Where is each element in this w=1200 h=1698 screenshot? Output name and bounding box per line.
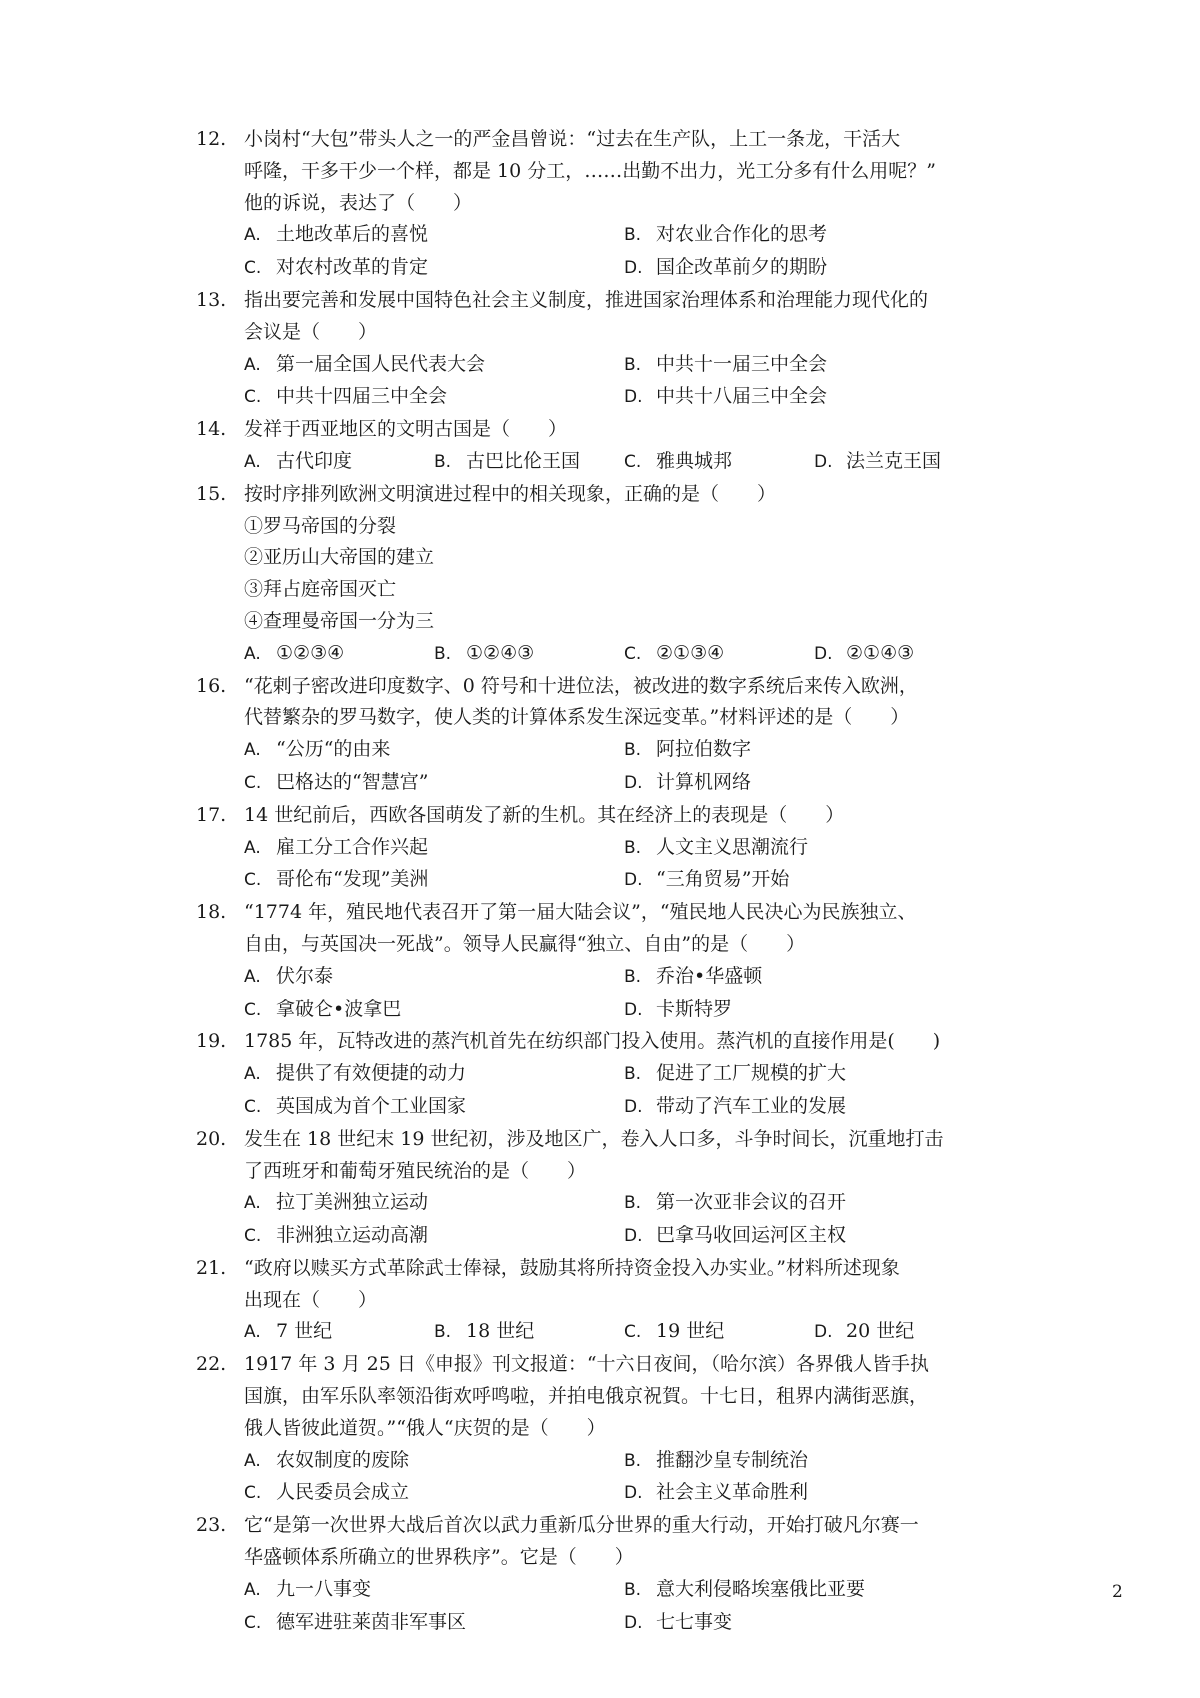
option-a xyxy=(244,1058,624,1091)
question-stem xyxy=(196,897,1016,961)
option-text: 国企改革前夕的期盼 xyxy=(656,256,828,279)
option-c xyxy=(244,381,624,414)
answer-options xyxy=(196,1574,1016,1640)
option-c xyxy=(244,864,624,897)
option-a xyxy=(244,1574,624,1607)
option-row xyxy=(244,446,1016,479)
question-text xyxy=(244,1510,1016,1574)
question-15 xyxy=(196,479,1016,671)
option-letter: B. xyxy=(434,451,452,472)
option-letter: D. xyxy=(624,870,643,891)
option-letter: A. xyxy=(244,1193,261,1214)
question-stem xyxy=(196,285,1016,349)
question-text-line: 国旗，由军乐队率领沿街欢呼鸣啦，并拍电俄京祝賀。十七日，租界内满街恶旗， xyxy=(244,1385,929,1408)
question-stem xyxy=(196,1124,1016,1188)
answer-options xyxy=(196,734,1016,800)
option-d xyxy=(624,252,1004,285)
option-row xyxy=(244,252,1016,285)
option-text: “三角贸易”开始 xyxy=(656,868,790,891)
option-text: 提供了有效便捷的动力 xyxy=(276,1062,467,1085)
option-d xyxy=(814,1316,1004,1349)
question-text xyxy=(244,800,1016,832)
option-row xyxy=(244,219,1016,252)
option-row xyxy=(244,349,1016,382)
option-a xyxy=(244,219,624,252)
option-letter: C. xyxy=(244,870,262,891)
question-text-line: 代替繁杂的罗马数字，使人类的计算体系发生深远变革。”材料评述的是（ ） xyxy=(244,706,910,729)
question-stem xyxy=(196,479,1016,511)
question-text xyxy=(244,1124,1016,1188)
question-number: 20. xyxy=(196,1127,227,1150)
option-row xyxy=(244,864,1016,897)
option-letter: D. xyxy=(624,1096,643,1117)
option-row xyxy=(244,734,1016,767)
answer-options xyxy=(196,1187,1016,1253)
question-text-line: 俄人皆彼此道贺。”“俄人“庆贺的是（ ） xyxy=(244,1416,606,1439)
answer-options xyxy=(196,832,1016,898)
option-text: 中共十八届三中全会 xyxy=(656,385,828,408)
question-item: ②亚历山大帝国的建立 xyxy=(244,546,435,569)
option-row xyxy=(244,1091,1016,1124)
question-number: 16. xyxy=(196,674,227,697)
question-16 xyxy=(196,671,1016,800)
question-text-line: “花剌子密改进印度数字、0 符号和十进位法，被改进的数字系统后来传入欧洲， xyxy=(244,674,918,697)
option-row xyxy=(244,1187,1016,1220)
option-letter: A. xyxy=(244,1450,261,1471)
option-text: 非洲独立运动高潮 xyxy=(276,1224,429,1247)
question-text-line: 它“是第一次世界大战后首次以武力重新瓜分世界的重大行动，开始打破凡尔赛一 xyxy=(244,1514,919,1537)
option-b xyxy=(624,219,1004,252)
option-text: 对农业合作化的思考 xyxy=(656,223,828,246)
question-number: 19. xyxy=(196,1030,227,1053)
option-letter: A. xyxy=(244,451,261,472)
option-text: 19 世纪 xyxy=(656,1320,725,1343)
option-text: 促进了工厂规模的扩大 xyxy=(656,1062,847,1085)
option-d xyxy=(624,767,1004,800)
option-letter: A. xyxy=(244,837,261,858)
option-row xyxy=(244,1220,1016,1253)
option-row xyxy=(244,961,1016,994)
option-text: ②①③④ xyxy=(656,641,725,664)
option-text: 中共十四届三中全会 xyxy=(276,385,448,408)
option-a xyxy=(244,446,434,479)
option-letter: C. xyxy=(244,387,262,408)
option-text: 20 世纪 xyxy=(846,1320,915,1343)
option-letter: A. xyxy=(244,966,261,987)
question-22 xyxy=(196,1349,1016,1510)
option-letter: A. xyxy=(244,225,261,246)
option-text: 意大利侵略埃塞俄比亚要 xyxy=(656,1577,866,1600)
option-text: 第一届全国人民代表大会 xyxy=(276,352,486,375)
option-c xyxy=(244,1477,624,1510)
option-letter: A. xyxy=(244,354,261,375)
question-item: ④查理曼帝国一分为三 xyxy=(244,609,435,632)
option-letter: D. xyxy=(624,999,643,1020)
option-b xyxy=(624,1574,1004,1607)
option-text: 社会主义革命胜利 xyxy=(656,1481,809,1504)
option-letter: D. xyxy=(624,1483,643,1504)
option-text: 推翻沙皇专制统治 xyxy=(656,1448,809,1471)
option-letter: C. xyxy=(244,1226,262,1247)
option-letter: B. xyxy=(624,1064,642,1085)
question-text xyxy=(244,1349,1016,1444)
option-text: ①②④③ xyxy=(466,641,535,664)
option-row xyxy=(244,1445,1016,1478)
question-text xyxy=(244,414,1016,446)
question-21 xyxy=(196,1253,1016,1349)
option-text: 带动了汽车工业的发展 xyxy=(656,1094,847,1117)
option-text: ①②③④ xyxy=(276,641,345,664)
option-row xyxy=(244,767,1016,800)
question-list xyxy=(196,124,1016,1639)
option-row xyxy=(244,1574,1016,1607)
option-text: 法兰克王国 xyxy=(846,449,942,472)
question-12 xyxy=(196,124,1016,285)
option-row xyxy=(244,832,1016,865)
option-letter: A. xyxy=(244,1064,261,1085)
question-text xyxy=(244,1026,1016,1058)
question-text-line: 他的诉说，表达了（ ） xyxy=(244,191,473,214)
option-text: 乔治•华盛顿 xyxy=(656,964,763,987)
option-letter: B. xyxy=(624,1579,642,1600)
option-letter: B. xyxy=(624,1193,642,1214)
option-b xyxy=(624,1187,1004,1220)
option-a xyxy=(244,1187,624,1220)
option-text: 伏尔泰 xyxy=(276,964,334,987)
option-text: ②①④③ xyxy=(846,641,915,664)
question-number: 15. xyxy=(196,482,227,505)
option-text: 德军进驻莱茵非军事区 xyxy=(276,1610,467,1633)
option-letter: B. xyxy=(624,740,642,761)
answer-options xyxy=(196,219,1016,285)
question-stem xyxy=(196,414,1016,446)
question-stem xyxy=(196,1253,1016,1317)
option-c xyxy=(244,1607,624,1640)
option-c xyxy=(244,767,624,800)
option-letter: C. xyxy=(244,1612,262,1633)
option-letter: B. xyxy=(624,1450,642,1471)
option-c xyxy=(244,252,624,285)
option-letter: D. xyxy=(624,258,643,279)
question-23 xyxy=(196,1510,1016,1639)
option-d xyxy=(624,994,1004,1027)
option-text: 七七事变 xyxy=(656,1610,733,1633)
option-row xyxy=(244,1607,1016,1640)
option-d xyxy=(624,1091,1004,1124)
option-letter: D. xyxy=(624,1612,643,1633)
question-text xyxy=(244,124,1016,219)
option-letter: B. xyxy=(624,837,642,858)
option-letter: B. xyxy=(434,1322,452,1343)
option-text: 古代印度 xyxy=(276,449,353,472)
option-b xyxy=(624,1445,1004,1478)
question-stem xyxy=(196,1026,1016,1058)
option-text: 中共十一届三中全会 xyxy=(656,352,828,375)
option-text: 巴格达的“智慧宫” xyxy=(276,770,429,793)
option-letter: C. xyxy=(624,451,642,472)
answer-options xyxy=(196,1316,1016,1349)
question-item: ③拜占庭帝国灭亡 xyxy=(244,578,397,601)
question-text-line: 会议是（ ） xyxy=(244,320,378,343)
option-a xyxy=(244,1445,624,1478)
question-text-line: 自由，与英国决一死战”。领导人民赢得“独立、自由”的是（ ） xyxy=(244,932,806,955)
option-b xyxy=(434,446,624,479)
option-b xyxy=(624,961,1004,994)
option-text: 计算机网络 xyxy=(656,770,752,793)
question-number: 18. xyxy=(196,901,227,924)
page-number: 2 xyxy=(1112,1582,1123,1602)
option-text: 拿破仑•波拿巴 xyxy=(276,997,402,1020)
question-stem xyxy=(196,800,1016,832)
option-letter: D. xyxy=(814,1322,833,1343)
option-letter: B. xyxy=(624,354,642,375)
option-c xyxy=(244,994,624,1027)
option-text: 哥伦布“发现”美洲 xyxy=(276,868,429,891)
option-letter: D. xyxy=(624,772,643,793)
option-d xyxy=(814,446,1004,479)
question-number: 12. xyxy=(196,128,227,150)
question-text xyxy=(244,1253,1016,1317)
option-letter: D. xyxy=(814,451,833,472)
question-text-line: “政府以赎买方式革除武士俸禄，鼓励其将所持资金投入办实业。”材料所述现象 xyxy=(244,1256,900,1279)
question-text-line: 1785 年，瓦特改进的蒸汽机首先在纺织部门投入使用。蒸汽机的直接作用是( ) xyxy=(244,1030,941,1053)
option-b xyxy=(434,1316,624,1349)
option-b xyxy=(434,638,624,671)
option-a xyxy=(244,349,624,382)
option-text: 第一次亚非会议的召开 xyxy=(656,1191,847,1214)
option-letter: A. xyxy=(244,1322,261,1343)
option-letter: C. xyxy=(244,258,262,279)
option-letter: C. xyxy=(244,1096,262,1117)
question-19 xyxy=(196,1026,1016,1123)
option-text: 巴拿马收回运河区主权 xyxy=(656,1224,847,1247)
question-20 xyxy=(196,1124,1016,1253)
answer-options xyxy=(196,638,1016,671)
answer-options xyxy=(196,446,1016,479)
option-c xyxy=(624,1316,814,1349)
question-text-line: 小岗村“大包”带头人之一的严金昌曾说：“过去在生产队，上工一条龙，干活大 xyxy=(244,128,901,150)
answer-options xyxy=(196,1445,1016,1511)
question-text-line: “1774 年，殖民地代表召开了第一届大陆会议”，“殖民地人民决心为民族独立、 xyxy=(244,901,917,924)
option-d xyxy=(624,864,1004,897)
question-text-line: 1917 年 3 月 25 日《申报》刊文报道：“十六日夜间，（哈尔滨）各界俄人皆手执 xyxy=(244,1353,930,1376)
option-row xyxy=(244,1316,1016,1349)
option-b xyxy=(624,832,1004,865)
question-text xyxy=(244,671,1016,735)
option-row xyxy=(244,994,1016,1027)
option-letter: A. xyxy=(244,1579,261,1600)
question-text-line: 发祥于西亚地区的文明古国是（ ） xyxy=(244,418,568,441)
option-letter: B. xyxy=(624,225,642,246)
option-d xyxy=(624,381,1004,414)
option-letter: D. xyxy=(814,643,833,664)
question-number: 22. xyxy=(196,1353,227,1376)
option-text: 农奴制度的废除 xyxy=(276,1448,410,1471)
option-text: 人民委员会成立 xyxy=(276,1481,410,1504)
option-c xyxy=(244,1091,624,1124)
question-text-line: 呼隆，干多干少一个样，都是 10 分工，……出勤不出力，光工分多有什么用呢？” xyxy=(244,159,936,182)
option-letter: A. xyxy=(244,643,261,664)
answer-options xyxy=(196,349,1016,415)
question-stem xyxy=(196,1349,1016,1444)
question-text-line: 了西班牙和葡萄牙殖民统治的是（ ） xyxy=(244,1159,587,1182)
question-14 xyxy=(196,414,1016,479)
option-b xyxy=(624,1058,1004,1091)
question-number: 23. xyxy=(196,1514,227,1537)
question-text xyxy=(244,285,1016,349)
question-item: ①罗马帝国的分裂 xyxy=(244,514,397,537)
option-a xyxy=(244,1316,434,1349)
question-13 xyxy=(196,285,1016,414)
option-letter: D. xyxy=(624,1226,643,1247)
option-a xyxy=(244,638,434,671)
option-row xyxy=(244,638,1016,671)
question-text xyxy=(244,897,1016,961)
question-number: 17. xyxy=(196,803,227,826)
option-c xyxy=(624,638,814,671)
option-text: 卡斯特罗 xyxy=(656,997,733,1020)
option-text: “公历“的由来 xyxy=(276,738,391,761)
option-letter: C. xyxy=(244,999,262,1020)
question-text-line: 出现在（ ） xyxy=(244,1288,378,1311)
option-c xyxy=(624,446,814,479)
question-text xyxy=(244,479,1016,511)
question-text-line: 华盛顿体系所确立的世界秩序”。它是（ ） xyxy=(244,1546,634,1569)
option-text: 拉丁美洲独立运动 xyxy=(276,1191,429,1214)
option-text: 雅典城邦 xyxy=(656,449,733,472)
question-18 xyxy=(196,897,1016,1026)
option-text: 18 世纪 xyxy=(466,1320,535,1343)
question-stem xyxy=(196,671,1016,735)
question-number: 13. xyxy=(196,288,227,311)
option-d xyxy=(814,638,1004,671)
option-text: 阿拉伯数字 xyxy=(656,738,752,761)
option-letter: C. xyxy=(624,1322,642,1343)
option-text: 7 世纪 xyxy=(276,1320,333,1343)
option-text: 雇工分工合作兴起 xyxy=(276,835,429,858)
option-letter: C. xyxy=(244,1483,262,1504)
option-letter: D. xyxy=(624,387,643,408)
option-text: 英国成为首个工业国家 xyxy=(276,1094,467,1117)
question-text-line: 指出要完善和发展中国特色社会主义制度，推进国家治理体系和治理能力现代化的 xyxy=(244,288,929,311)
question-number: 21. xyxy=(196,1256,227,1279)
option-letter: B. xyxy=(434,643,452,664)
option-text: 对农村改革的肯定 xyxy=(276,256,429,279)
option-a xyxy=(244,832,624,865)
option-text: 九一八事变 xyxy=(276,1577,372,1600)
option-c xyxy=(244,1220,624,1253)
question-stem xyxy=(196,1510,1016,1574)
answer-options xyxy=(196,1058,1016,1124)
question-text-line: 按时序排列欧洲文明演进过程中的相关现象，正确的是（ ） xyxy=(244,482,777,505)
option-letter: B. xyxy=(624,966,642,987)
question-text-line: 14 世纪前后，西欧各国萌发了新的生机。其在经济上的表现是（ ） xyxy=(244,803,845,826)
option-b xyxy=(624,349,1004,382)
option-text: 土地改革后的喜悦 xyxy=(276,223,429,246)
option-letter: C. xyxy=(624,643,642,664)
option-a xyxy=(244,734,624,767)
option-d xyxy=(624,1220,1004,1253)
option-text: 人文主义思潮流行 xyxy=(656,835,809,858)
question-number: 14. xyxy=(196,418,227,441)
option-d xyxy=(624,1607,1004,1640)
option-a xyxy=(244,961,624,994)
question-17 xyxy=(196,800,1016,897)
option-letter: A. xyxy=(244,740,261,761)
option-d xyxy=(624,1477,1004,1510)
question-text-line: 发生在 18 世纪末 19 世纪初，涉及地区广，卷入人口多，斗争时间长，沉重地打击 xyxy=(244,1127,944,1150)
question-stem xyxy=(196,124,1016,219)
option-row xyxy=(244,1058,1016,1091)
option-letter: C. xyxy=(244,772,262,793)
option-b xyxy=(624,734,1004,767)
answer-options xyxy=(196,961,1016,1027)
option-row xyxy=(244,1477,1016,1510)
option-row xyxy=(244,381,1016,414)
option-text: 古巴比伦王国 xyxy=(466,449,581,472)
